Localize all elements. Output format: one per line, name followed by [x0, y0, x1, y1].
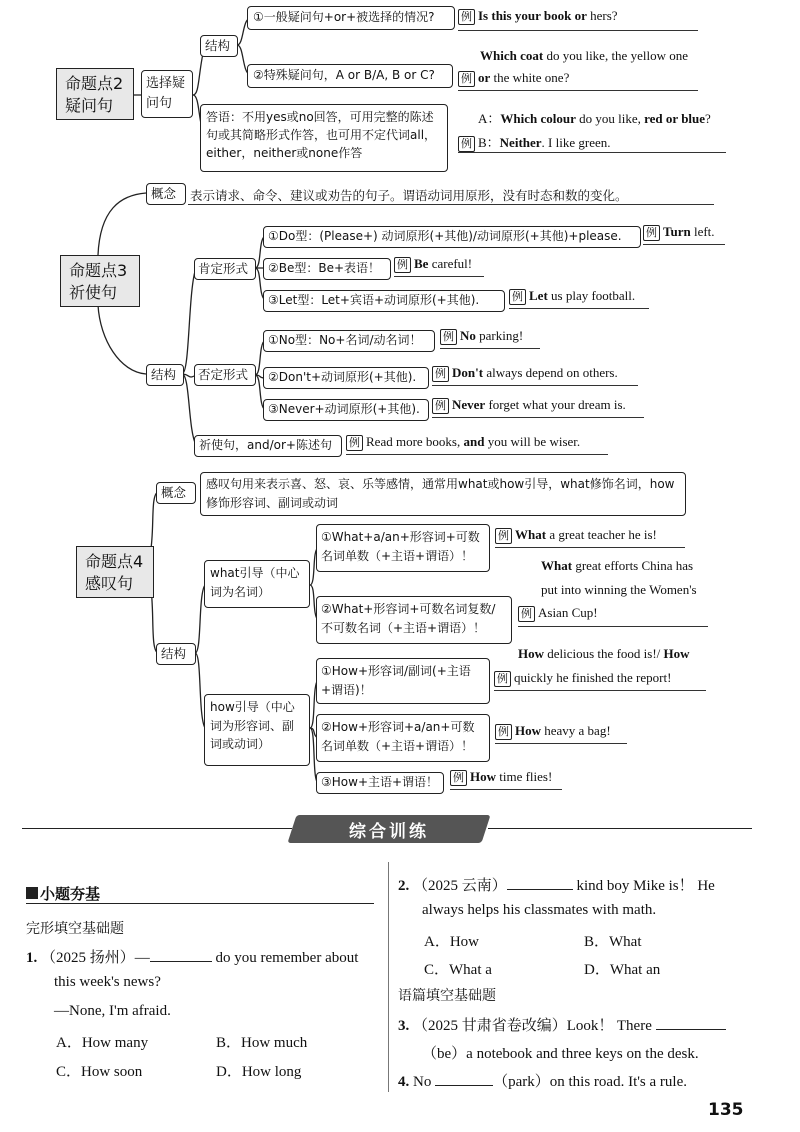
example-1-or: or [574, 8, 587, 23]
what-example-2-line1 [541, 558, 693, 574]
example-3a-bold2: red or blue [644, 111, 706, 126]
rule-special-question: ②特殊疑问句，A or B/A, B or C? [247, 64, 453, 88]
what-example-2-bold: What [541, 558, 573, 573]
banner-rule-right [488, 828, 752, 829]
never-example [432, 397, 626, 414]
example-2a [480, 48, 688, 64]
choice-question-label-2: 问句 [146, 96, 173, 112]
imperative-and-or-rule: 祈使句，and/or+陈述句 [194, 435, 342, 457]
underline [450, 789, 562, 790]
never-example-bold: Never [452, 397, 486, 412]
question-2-rest: kind boy Mike is！ He [576, 878, 715, 894]
structure-label-3: 结构 [146, 364, 184, 386]
underline [518, 626, 708, 627]
dont-example [432, 365, 618, 382]
question-2-option-b[interactable]: B．What [584, 934, 642, 950]
do-type-example [643, 224, 715, 241]
topic-4 [76, 546, 154, 598]
imperative-example-rest: you will be wiser. [487, 434, 581, 449]
example-3b-bold: Neither [499, 135, 542, 150]
question-1-line1 [26, 946, 358, 967]
section-underline [26, 903, 374, 904]
rule-general-question: ①一般疑问句+or+被选择的情况? [247, 6, 455, 30]
example-tag: 例 [643, 225, 660, 241]
example-tag: 例 [394, 257, 411, 273]
question-1-option-b[interactable]: B．How much [216, 1035, 308, 1051]
section-square-icon [26, 887, 38, 899]
how-example-1-mid: delicious the food is!/ [547, 646, 661, 661]
no-type-example [440, 328, 523, 345]
what-example-2-rest: great efforts China has [575, 558, 694, 573]
how-example-3-rest: time flies! [499, 769, 553, 784]
question-4-number: 4. [398, 1074, 410, 1090]
question-1-number: 1. [26, 950, 38, 966]
no-type-rule: ①No型：No+名词/动名词！ [263, 330, 435, 352]
example-2b-rest: the white one? [493, 70, 570, 85]
what-rule-2: ②What+形容词+可数名词复数/不可数名词（+主语+谓语）！ [316, 596, 512, 644]
underline [643, 244, 725, 245]
answer-blank[interactable] [656, 1016, 726, 1030]
how-example-1-bold: How [518, 646, 544, 661]
do-type-example-bold: Turn [663, 224, 691, 239]
structure-label-4: 结构 [156, 643, 196, 665]
underline [509, 308, 649, 309]
dont-example-bold: Don't [452, 365, 484, 380]
question-3-line1 [398, 1014, 726, 1035]
no-type-example-rest: parking! [479, 328, 524, 343]
underline [458, 152, 726, 153]
example-3b-speaker: B： [478, 135, 500, 150]
question-4-pre: No [413, 1074, 432, 1090]
example-3b [458, 132, 611, 152]
example-3a [458, 108, 711, 127]
underline [432, 417, 644, 418]
underline [346, 454, 608, 455]
answer-blank[interactable] [150, 948, 212, 962]
how-example-1-bold2: How [663, 646, 690, 661]
question-2-line1 [398, 874, 715, 895]
example-3a-mid: do you like, [579, 111, 641, 126]
answer-rule: 答语：不用yes或no回答，可用完整的陈述句或其简略形式作答，也可用不定代词all，either，neither或none作答 [200, 104, 448, 172]
topic-3 [60, 255, 140, 307]
example-tag: 例 [458, 71, 475, 87]
imperative-and-or-example [346, 434, 580, 451]
how-example-1-line2-text: quickly he finished the report! [514, 670, 672, 685]
cloze-subtitle: 完形填空基础题 [26, 921, 124, 937]
what-example-1-rest: a great teacher he is! [549, 527, 657, 542]
choice-question-box [141, 70, 193, 118]
topic-3-title: 命题点3 [69, 261, 128, 280]
example-3a-speaker: A： [478, 111, 501, 126]
let-type-example-rest: us play football. [551, 288, 636, 303]
example-2b [458, 70, 569, 87]
be-type-example-rest: careful! [431, 256, 473, 271]
how-example-1-line2 [494, 670, 671, 687]
what-example-2-line3-text: Asian Cup! [538, 605, 598, 620]
imperative-example-bold: and [463, 434, 485, 449]
question-4 [398, 1070, 687, 1091]
topic-2-subtitle: 疑问句 [65, 95, 114, 115]
how-rule-1: ①How+形容词/副词(+主语+谓语)！ [316, 658, 490, 704]
what-example-2-line3 [518, 605, 598, 622]
example-2a-bold: Which coat [480, 48, 544, 63]
question-1-option-c[interactable]: C．How soon [56, 1064, 143, 1080]
dont-rule: ②Don't+动词原形(+其他). [263, 367, 429, 389]
question-3-source: （2025 甘肃省卷改编）Look！ There [413, 1018, 652, 1034]
positive-form: 肯定形式 [194, 258, 256, 280]
how-rule-2: ②How+形容词+a/an+可数名词单数（+主语+谓语）！ [316, 714, 490, 762]
what-lead: what引导（中心词为名词） [204, 560, 310, 608]
example-tag: 例 [432, 366, 449, 382]
no-type-example-bold: No [460, 328, 476, 343]
how-example-2-bold: How [515, 723, 541, 738]
how-example-2 [495, 723, 611, 740]
question-2-option-a[interactable]: A．How [424, 934, 479, 950]
question-1-option-d[interactable]: D．How long [216, 1064, 302, 1080]
question-1-source: （2025 扬州）— [41, 950, 150, 966]
imperative-example-pre: Read more books, [366, 434, 461, 449]
never-example-rest: forget what your dream is. [488, 397, 626, 412]
example-tag: 例 [346, 435, 363, 451]
underline [494, 690, 706, 691]
be-type-example [394, 256, 472, 273]
example-tag: 例 [458, 136, 475, 152]
let-type-example [509, 288, 635, 305]
example-tag: 例 [494, 671, 511, 687]
negative-form: 否定形式 [194, 364, 256, 386]
example-tag: 例 [432, 398, 449, 414]
question-2-line2: always helps his classmates with math. [422, 902, 657, 918]
example-tag: 例 [440, 329, 457, 345]
concept-label-3: 概念 [146, 183, 186, 205]
question-4-rest: （park）on this road. It's a rule. [493, 1074, 688, 1090]
example-1 [458, 8, 618, 25]
what-example-1-bold: What [515, 527, 547, 542]
example-tag: 例 [495, 528, 512, 544]
question-2-option-c[interactable]: C．What a [424, 962, 492, 978]
concept-text-4: 感叹句用来表示喜、怒、哀、乐等感情，通常用what或how引导，what修饰名词，how修饰形容词、副词或动词 [200, 472, 686, 516]
how-example-2-rest: heavy a bag! [544, 723, 611, 738]
answer-blank[interactable] [435, 1072, 493, 1086]
do-type-example-rest: left. [693, 224, 715, 239]
how-example-1-line1 [518, 646, 690, 662]
topic-4-title: 命题点4 [85, 552, 144, 571]
concept-text-3: 表示请求、命令、建议或劝告的句子。谓语动词用原形，没有时态和数的变化。 [190, 188, 628, 203]
topic-2-title: 命题点2 [65, 74, 124, 93]
example-3a-end: ? [705, 111, 711, 126]
example-tag: 例 [495, 724, 512, 740]
underline [458, 90, 698, 91]
example-tag: 例 [518, 606, 535, 622]
what-example-2-line2: put into winning the Women's [541, 582, 697, 597]
example-tag: 例 [458, 9, 475, 25]
underline [458, 30, 698, 31]
banner-title: 综合训练 [349, 822, 429, 842]
question-2-number: 2. [398, 878, 410, 894]
question-1-option-a[interactable]: A．How many [56, 1035, 149, 1051]
underline [495, 743, 627, 744]
answer-blank[interactable] [507, 876, 573, 890]
passage-subtitle: 语篇填空基础题 [398, 988, 496, 1004]
example-1-rest: hers? [590, 8, 618, 23]
question-1-line3: —None, I'm afraid. [54, 1003, 171, 1019]
choice-question-label-1: 选择疑 [146, 76, 186, 91]
banner-rule-left [22, 828, 292, 829]
underline [432, 385, 638, 386]
page-number: 135 [708, 1100, 744, 1120]
question-1-line2: this week's news? [54, 974, 161, 990]
how-example-3-bold: How [470, 769, 496, 784]
what-example-1 [495, 527, 657, 544]
example-1-bold: Is this your book [478, 8, 572, 23]
concept-label-4: 概念 [156, 482, 196, 504]
how-example-3 [450, 769, 552, 786]
what-rule-1: ①What+a/an+形容词+可数名词单数（+主语+谓语）！ [316, 524, 490, 572]
example-3a-bold: Which colour [500, 111, 576, 126]
dont-example-rest: always depend on others. [486, 365, 618, 380]
question-2-option-d[interactable]: D．What an [584, 962, 661, 978]
topic-4-subtitle: 感叹句 [85, 573, 134, 593]
example-tag: 例 [509, 289, 526, 305]
underline [495, 547, 685, 548]
never-rule: ③Never+动词原形(+其他). [263, 399, 429, 421]
question-1-rest: do you remember about [215, 950, 359, 966]
topic-2 [56, 68, 134, 120]
be-type-rule: ②Be型：Be+表语！ [263, 258, 391, 280]
underline [440, 348, 540, 349]
example-2b-bold: or [478, 70, 491, 85]
do-type-rule: ①Do型：(Please+) 动词原形(+其他)/动词原形(+其他)+please. [263, 226, 641, 248]
question-3-number: 3. [398, 1018, 410, 1034]
let-type-example-bold: Let [529, 288, 548, 303]
topic-3-subtitle: 祈使句 [69, 282, 118, 302]
how-rule-3: ③How+主语+谓语！ [316, 772, 444, 794]
underline [394, 276, 484, 277]
question-2-source: （2025 云南） [413, 878, 507, 894]
example-2a-rest: do you like, the yellow one [546, 48, 688, 63]
how-lead: how引导（中心词为形容词、副词或动词） [204, 694, 310, 766]
section-title-basic: 小题夯基 [40, 885, 101, 903]
example-3b-rest: . I like green. [541, 135, 611, 150]
let-type-rule: ③Let型：Let+宾语+动词原形(+其他). [263, 290, 505, 312]
be-type-example-bold: Be [414, 256, 429, 271]
structure-label-2: 结构 [200, 35, 238, 57]
column-divider [388, 862, 389, 1092]
underline [188, 204, 714, 205]
example-tag: 例 [450, 770, 467, 786]
question-3-line2: （be）a notebook and three keys on the desk. [422, 1046, 699, 1062]
